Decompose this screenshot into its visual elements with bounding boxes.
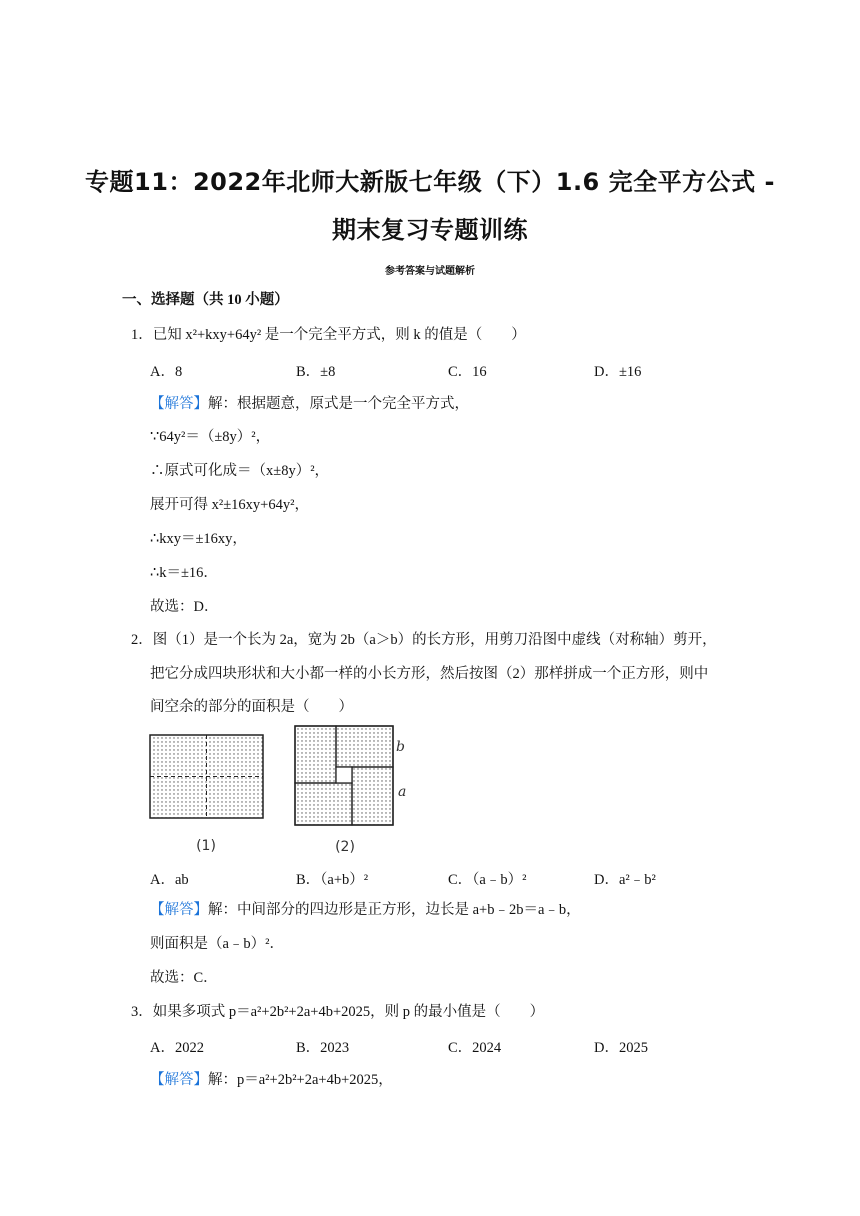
answer-tag: 【解答】 [150, 902, 208, 918]
q2-stem-line-2: 把它分成四块形状和大小都一样的小长方形，然后按图（2）那样拼成一个正方形，则中 [150, 666, 709, 682]
answer-tag: 【解答】 [150, 1072, 208, 1088]
q3-stem: 3．如果多项式 p＝a²+2b²+2a+4b+2025，则 p 的最小值是（ ） [131, 1004, 545, 1020]
q1-solution-line-2: ∵64y²＝（±8y）²， [150, 429, 271, 445]
q1-solution-line-5: ∴kxy＝±16xy， [150, 531, 247, 547]
figure-2-square [292, 723, 422, 858]
q2-solution-line-2: 则面积是（a﹣b）²． [150, 936, 285, 952]
q1-option-b: B．±8 [296, 364, 336, 380]
q2-option-b: B．（a+b）² [296, 872, 369, 888]
q2-option-c: C．（a﹣b）² [448, 872, 527, 888]
q1-stem: 1．已知 x²+kxy+64y² 是一个完全平方式，则 k 的值是（ ） [131, 327, 526, 343]
figure-2-label: (2) [335, 839, 355, 855]
q2-solution-line-1: 【解答】解：中间部分的四边形是正方形，边长是 a+b﹣2b＝a﹣b， [150, 902, 581, 918]
page-title-line-1: 专题11：2022年北师大新版七年级（下）1.6 完全平方公式 - [85, 168, 775, 196]
figure-2-label-b: b [396, 739, 405, 755]
q3-option-d: D．2025 [594, 1040, 648, 1056]
figure-1-label: (1) [196, 838, 216, 854]
answer-tag: 【解答】 [150, 396, 208, 412]
q3-option-c: C．2024 [448, 1040, 502, 1056]
figure-2-label-a: a [398, 784, 407, 800]
q1-solution-line-6: ∴k＝±16． [150, 565, 218, 581]
q3-option-a: A．2022 [150, 1040, 204, 1056]
q1-solution-line-7: 故选：D． [150, 599, 219, 615]
q2-option-a: A．ab [150, 872, 189, 888]
q1-option-a: A．8 [150, 364, 183, 380]
page-title-line-2: 期末复习专题训练 [332, 216, 528, 244]
figure-1-rectangle [148, 732, 268, 857]
q2-stem-line-3: 间空余的部分的面积是（ ） [150, 699, 353, 715]
q1-solution-line-1: 【解答】解：根据题意，原式是一个完全平方式， [150, 396, 469, 412]
q3-solution-line-1: 【解答】解：p＝a²+2b²+2a+4b+2025， [150, 1072, 393, 1088]
q1-solution-line-4: 展开可得 x²±16xy+64y²， [150, 497, 309, 513]
subtitle: 参考答案与试题解析 [385, 266, 475, 277]
q1-solution-line-3: ∴原式可化成＝（x±8y）²， [150, 463, 330, 479]
q1-option-d: D．±16 [594, 364, 642, 380]
q2-stem-line-1: 2．图（1）是一个长为 2a，宽为 2b（a＞b）的长方形，用剪刀沿图中虚线（对称轴）剪开， [131, 632, 717, 648]
q3-option-b: B．2023 [296, 1040, 350, 1056]
q1-option-c: C．16 [448, 364, 487, 380]
section-heading: 一、选择题（共 10 小题） [122, 292, 289, 308]
q2-option-d: D．a²﹣b² [594, 872, 656, 888]
q2-solution-line-3: 故选：C． [150, 970, 218, 986]
